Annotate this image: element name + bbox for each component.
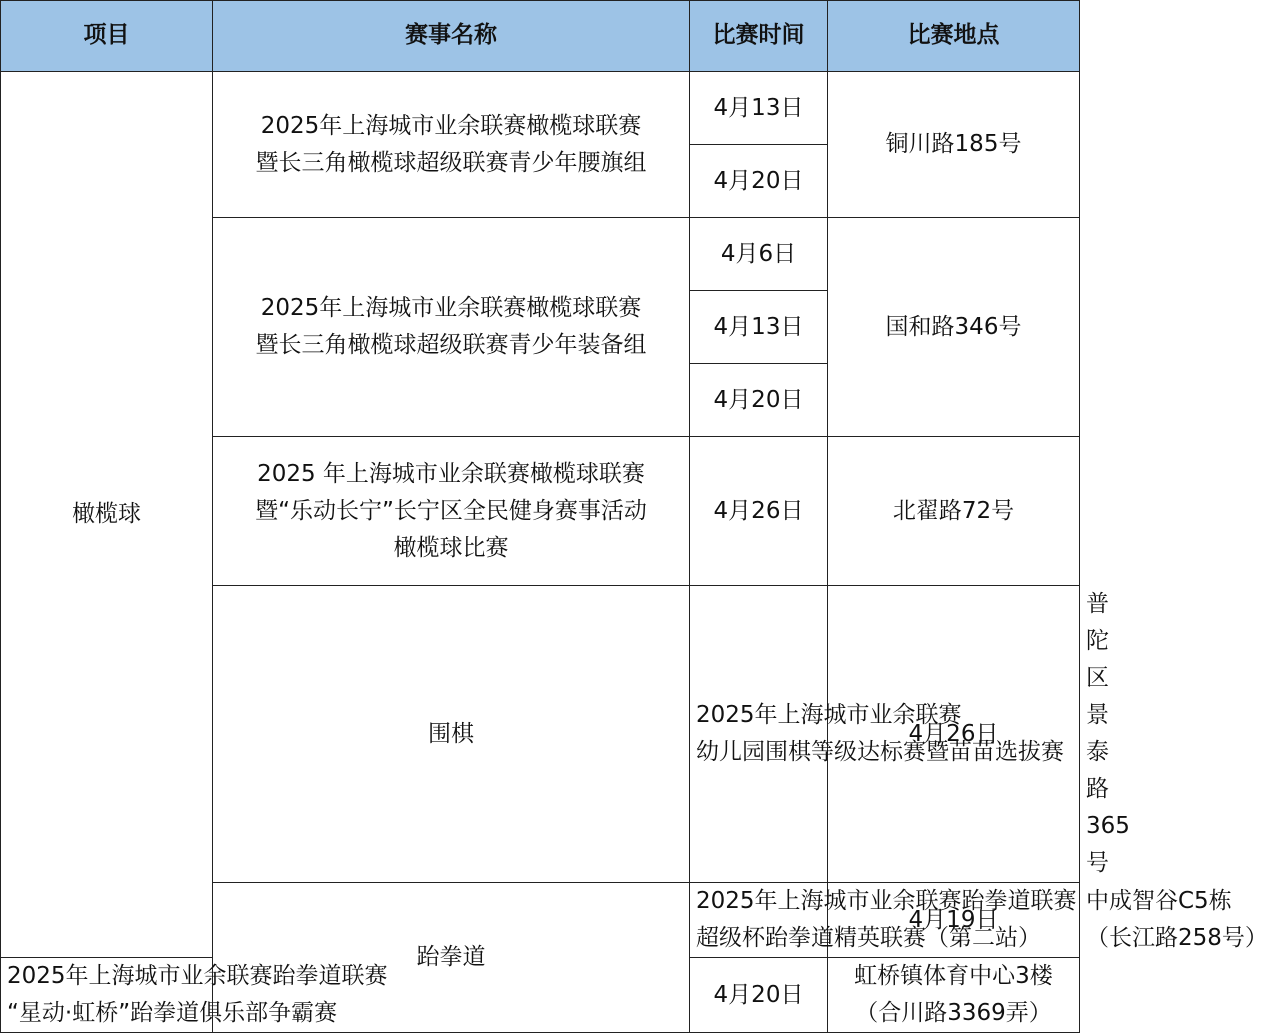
event-name-line: 2025年上海城市业余联赛 — [696, 702, 962, 728]
event-name-line: 暨长三角橄榄球超级联赛青少年腰旗组 — [255, 149, 647, 176]
venue-line: （合川路3369弄） — [855, 1000, 1052, 1026]
venue-cell — [828, 958, 1080, 1033]
venue-cell: 国和路346号 — [828, 218, 1080, 437]
header-row — [1, 1, 1080, 72]
event-name-cell — [213, 437, 690, 586]
date-cell: 4月13日 — [690, 72, 828, 145]
sport-cell-taekwondo: 跆拳道 — [213, 883, 690, 1033]
event-name-line: 2025年上海城市业余联赛跆拳道联赛 — [696, 888, 1077, 914]
venue-cell: 铜川路185号 — [828, 72, 1080, 218]
date-cell: 4月13日 — [690, 291, 828, 364]
event-name-cell — [213, 218, 690, 437]
header-event-name: 赛事名称 — [213, 1, 690, 72]
sport-cell-rugby: 橄榄球 — [1, 72, 213, 958]
venue-line: 虹桥镇体育中心3楼 — [854, 963, 1053, 989]
date-cell: 4月20日 — [690, 364, 828, 437]
event-name-line: 2025年上海城市业余联赛橄榄球联赛 — [260, 295, 642, 321]
date-cell: 4月19日 — [828, 883, 1080, 958]
event-name-line: 暨“乐动长宁”长宁区全民健身赛事活动 — [255, 497, 647, 524]
header-venue: 比赛地点 — [828, 1, 1080, 72]
date-cell: 4月20日 — [690, 145, 828, 218]
header-sport: 项目 — [1, 1, 213, 72]
sport-cell-go: 围棋 — [213, 586, 690, 883]
table-header — [1, 1, 1080, 72]
event-name-cell — [213, 72, 690, 218]
date-cell: 4月26日 — [690, 437, 828, 586]
header-date: 比赛时间 — [690, 1, 828, 72]
venue-cell: 北翟路72号 — [828, 437, 1080, 586]
event-name-line: 暨长三角橄榄球超级联赛青少年装备组 — [255, 332, 647, 358]
event-name-line: “星动·虹桥”跆拳道俱乐部争霸赛 — [7, 1000, 338, 1026]
event-name-line: 幼儿园围棋等级达标赛暨苗苗选拔赛 — [696, 739, 1064, 765]
table-row: 跆拳道 2025年上海城市业余联赛跆拳道联赛 超级杯跆拳道精英联赛（第二站） 4月19日 中成智谷C5栋 （长江路258号） — [1, 883, 1080, 958]
table-row — [1, 72, 1080, 145]
table-body — [1, 72, 1268, 1033]
date-cell: 4月26日 — [828, 586, 1080, 883]
event-name-line: 橄榄球比赛 — [393, 534, 509, 561]
event-name-line: 超级杯跆拳道精英联赛（第二站） — [696, 925, 1041, 951]
event-name-line: 2025年上海城市业余联赛橄榄球联赛 — [260, 112, 642, 139]
event-name-line: 2025 年上海城市业余联赛橄榄球联赛 — [257, 460, 645, 487]
table-row: 围棋 2025年上海城市业余联赛 幼儿园围棋等级达标赛暨苗苗选拔赛 4月26日 普陀区景泰路365号 — [1, 586, 1080, 883]
event-name-cell — [1, 958, 388, 1033]
date-cell: 4月6日 — [690, 218, 828, 291]
date-cell: 4月20日 — [690, 958, 828, 1033]
event-name-line: 2025年上海城市业余联赛跆拳道联赛 — [7, 963, 388, 989]
